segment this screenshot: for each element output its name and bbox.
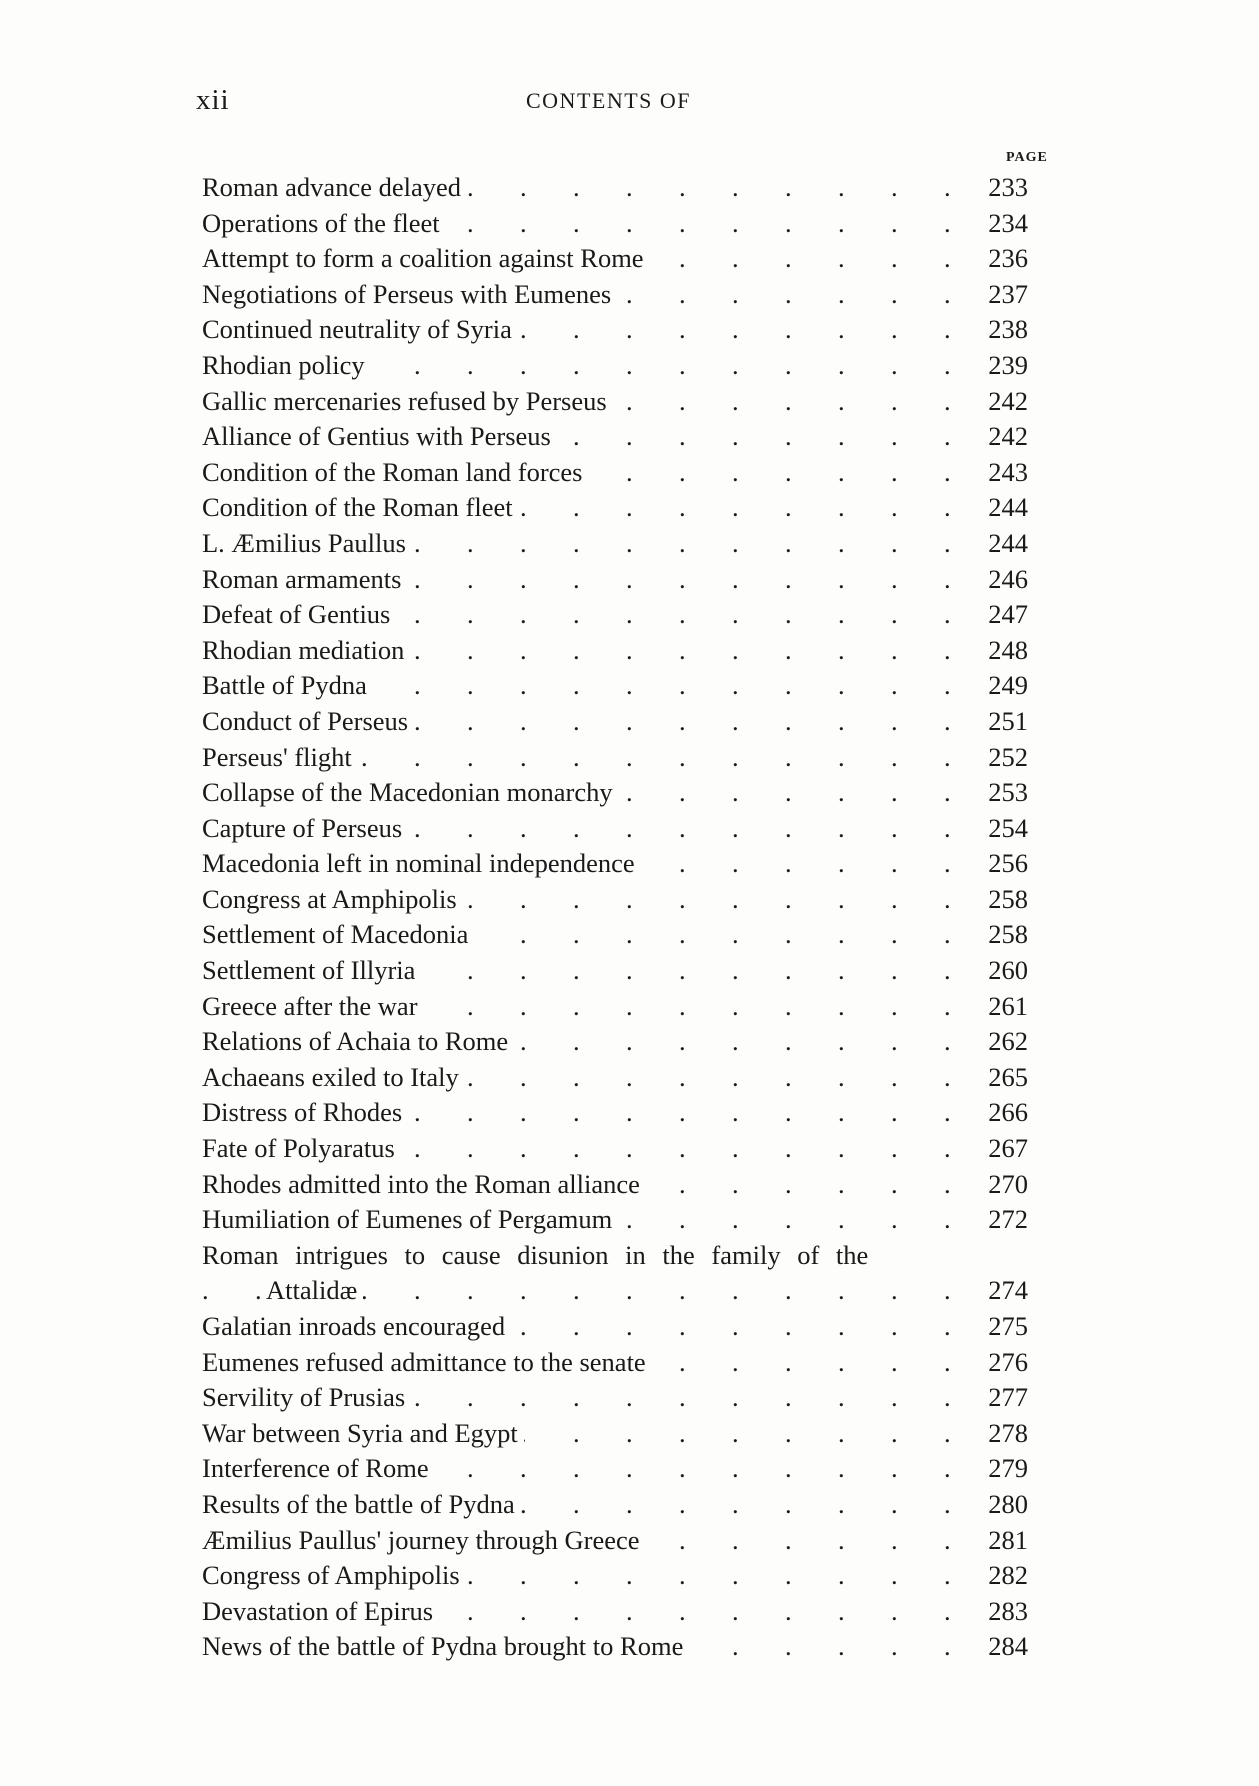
toc-entry-page: 242	[988, 385, 1028, 416]
toc-entry	[202, 348, 1062, 384]
toc-entry	[202, 562, 1062, 598]
toc-entry-title: Interference of Rome	[202, 1451, 435, 1487]
toc-entry-page: 265	[988, 1061, 1028, 1092]
toc-entry-page: 279	[988, 1453, 1028, 1484]
toc-entry	[202, 455, 1062, 491]
toc-entry	[202, 1629, 1062, 1665]
page-column-label: PAGE	[1006, 150, 1048, 165]
toc-entry	[202, 1558, 1062, 1594]
toc-entry-page: 252	[988, 741, 1028, 772]
toc-entry-title: Condition of the Roman land forces	[202, 455, 589, 491]
toc-entry-page: 251	[988, 705, 1028, 736]
toc-entry-page: 244	[988, 527, 1028, 558]
toc-entry	[202, 1487, 1062, 1523]
toc-entry	[202, 1131, 1062, 1167]
toc-entry	[202, 882, 1062, 918]
toc-entry-title: Defeat of Gentius	[202, 597, 396, 633]
toc-entry	[202, 953, 1062, 989]
toc-entry	[202, 1345, 1062, 1381]
toc-entry-title: Eumenes refused admittance to the senate	[202, 1345, 652, 1381]
toc-entry-title: Distress of Rhodes	[202, 1095, 408, 1131]
toc-entry-page: 239	[988, 349, 1028, 380]
toc-entry	[202, 989, 1062, 1025]
toc-entry-title: Condition of the Roman fleet	[202, 490, 519, 526]
toc-entry-title: Battle of Pydna	[202, 668, 373, 704]
toc-entry-title: Settlement of Illyria	[202, 953, 421, 989]
toc-entry-page: 260	[988, 955, 1028, 986]
toc-entry-title: Alliance of Gentius with Perseus	[202, 419, 557, 455]
toc-entry-page: 249	[988, 670, 1028, 701]
toc-entry-title: Perseus' flight	[202, 740, 358, 776]
toc-entry	[202, 277, 1062, 313]
toc-entry-page: 258	[988, 883, 1028, 914]
toc-entry-page: 270	[988, 1168, 1028, 1199]
toc-entry	[202, 312, 1062, 348]
toc-entry-page: 248	[988, 634, 1028, 665]
toc-entry-page: 276	[988, 1346, 1028, 1377]
toc-entry	[202, 597, 1062, 633]
toc-entry-page: 253	[988, 777, 1028, 808]
toc-entry	[202, 1380, 1062, 1416]
toc-entry-page: 283	[988, 1595, 1028, 1626]
toc-entry	[202, 917, 1062, 953]
toc-entry-title: Congress of Amphipolis	[202, 1558, 466, 1594]
toc-entry-title: Devastation of Epirus	[202, 1594, 439, 1630]
toc-entry-page: 246	[988, 563, 1028, 594]
toc-entry-page: 243	[988, 456, 1028, 487]
toc-entry-title-continued: Attalidæ	[266, 1273, 363, 1309]
toc-entry-page: 267	[988, 1133, 1028, 1164]
toc-entry	[202, 1024, 1062, 1060]
toc-entry-title: Achaeans exiled to Italy	[202, 1060, 465, 1096]
toc-entry	[202, 490, 1062, 526]
toc-entry-page: 261	[988, 990, 1028, 1021]
toc-entry	[202, 846, 1062, 882]
toc-entry-title: Rhodian mediation	[202, 633, 410, 669]
toc-entry-title: Attempt to form a coalition against Rome	[202, 241, 650, 277]
toc-entry-page: 247	[988, 599, 1028, 630]
toc-entry-title: Relations of Achaia to Rome	[202, 1024, 514, 1060]
toc-entry-title: Continued neutrality of Syria	[202, 312, 518, 348]
toc-entry-title: Galatian inroads encouraged	[202, 1309, 511, 1345]
toc-entry-wrapped-second-line	[202, 1273, 1062, 1309]
toc-entry-title: Macedonia left in nominal independence	[202, 846, 641, 882]
toc-entry-title: War between Syria and Egypt	[202, 1416, 524, 1452]
table-of-contents	[202, 170, 1062, 1665]
toc-entry	[202, 1202, 1062, 1238]
page-header	[196, 84, 976, 124]
toc-entry-title: Rhodes admitted into the Roman alliance	[202, 1167, 646, 1203]
toc-entry	[202, 1451, 1062, 1487]
toc-entry-title: Roman advance delayed	[202, 170, 467, 206]
toc-entry-title: Greece after the war	[202, 989, 424, 1025]
toc-entry-page: 254	[988, 812, 1028, 843]
toc-entry-page: 236	[988, 243, 1028, 274]
toc-entry	[202, 1095, 1062, 1131]
toc-entry-page: 274	[988, 1275, 1028, 1306]
toc-entry	[202, 1060, 1062, 1096]
toc-entry-title: Roman armaments	[202, 562, 407, 598]
toc-entry	[202, 526, 1062, 562]
toc-entry-title: Congress at Amphipolis	[202, 882, 463, 918]
toc-entry-title: Collapse of the Macedonian monarchy	[202, 775, 619, 811]
toc-entry-title: News of the battle of Pydna brought to Rome	[202, 1629, 689, 1665]
toc-entry	[202, 170, 1062, 206]
toc-entry	[202, 241, 1062, 277]
toc-entry-title: Gallic mercenaries refused by Perseus	[202, 384, 613, 420]
toc-entry	[202, 740, 1062, 776]
toc-entry-title: Negotiations of Perseus with Eumenes	[202, 277, 617, 313]
toc-entry-page: 277	[988, 1382, 1028, 1413]
toc-entry-page: 242	[988, 421, 1028, 452]
toc-entry	[202, 206, 1062, 242]
toc-entry-title: Settlement of Macedonia	[202, 917, 474, 953]
toc-entry-title: Fate of Polyaratus	[202, 1131, 401, 1167]
toc-entry-page: 280	[988, 1488, 1028, 1519]
toc-entry	[202, 419, 1062, 455]
toc-entry-page: 275	[988, 1311, 1028, 1341]
toc-entry	[202, 811, 1062, 847]
toc-entry-page: 244	[988, 492, 1028, 523]
toc-entry	[202, 1523, 1062, 1559]
toc-entry-title: Æmilius Paullus' journey through Greece	[202, 1523, 646, 1559]
toc-entry	[202, 384, 1062, 420]
toc-entry-page: 282	[988, 1560, 1028, 1591]
toc-entry	[202, 1416, 1062, 1452]
toc-entry-page: 284	[988, 1631, 1028, 1662]
toc-entry-page: 233	[988, 172, 1028, 202]
toc-entry-page: 272	[988, 1204, 1028, 1235]
toc-entry-page: 262	[988, 1026, 1028, 1057]
toc-entry-page: 238	[988, 314, 1028, 345]
toc-entry	[202, 1167, 1062, 1203]
page-number: xii	[196, 84, 230, 116]
toc-entry-title: Servility of Prusias	[202, 1380, 411, 1416]
toc-entry-title: Humiliation of Eumenes of Pergamum	[202, 1202, 618, 1238]
toc-entry-page: 266	[988, 1097, 1028, 1128]
toc-entry-title: Conduct of Perseus	[202, 704, 414, 740]
toc-entry-page: 237	[988, 278, 1028, 309]
toc-entry-title: L. Æmilius Paullus	[202, 526, 412, 562]
toc-entry-page: 281	[988, 1524, 1028, 1555]
toc-entry	[202, 633, 1062, 669]
toc-entry-title: Rhodian policy	[202, 348, 371, 384]
toc-entry	[202, 1309, 1062, 1345]
toc-entry-page: 258	[988, 919, 1028, 950]
toc-entry	[202, 668, 1062, 704]
toc-entry-title: Capture of Perseus	[202, 811, 408, 847]
toc-entry-title: Operations of the fleet	[202, 206, 446, 242]
toc-entry-page: 256	[988, 848, 1028, 879]
toc-entry-page: 234	[988, 207, 1028, 238]
toc-entry	[202, 704, 1062, 740]
toc-entry	[202, 775, 1062, 811]
toc-entry-title: Roman intrigues to cause disunion in the family of the	[202, 1239, 869, 1270]
toc-entry-wrapped-first-line	[202, 1238, 1062, 1274]
toc-entry-title: Results of the battle of Pydna	[202, 1487, 521, 1523]
toc-entry	[202, 1594, 1062, 1630]
running-title: CONTENTS OF	[526, 88, 692, 113]
toc-entry-page: 278	[988, 1417, 1028, 1448]
